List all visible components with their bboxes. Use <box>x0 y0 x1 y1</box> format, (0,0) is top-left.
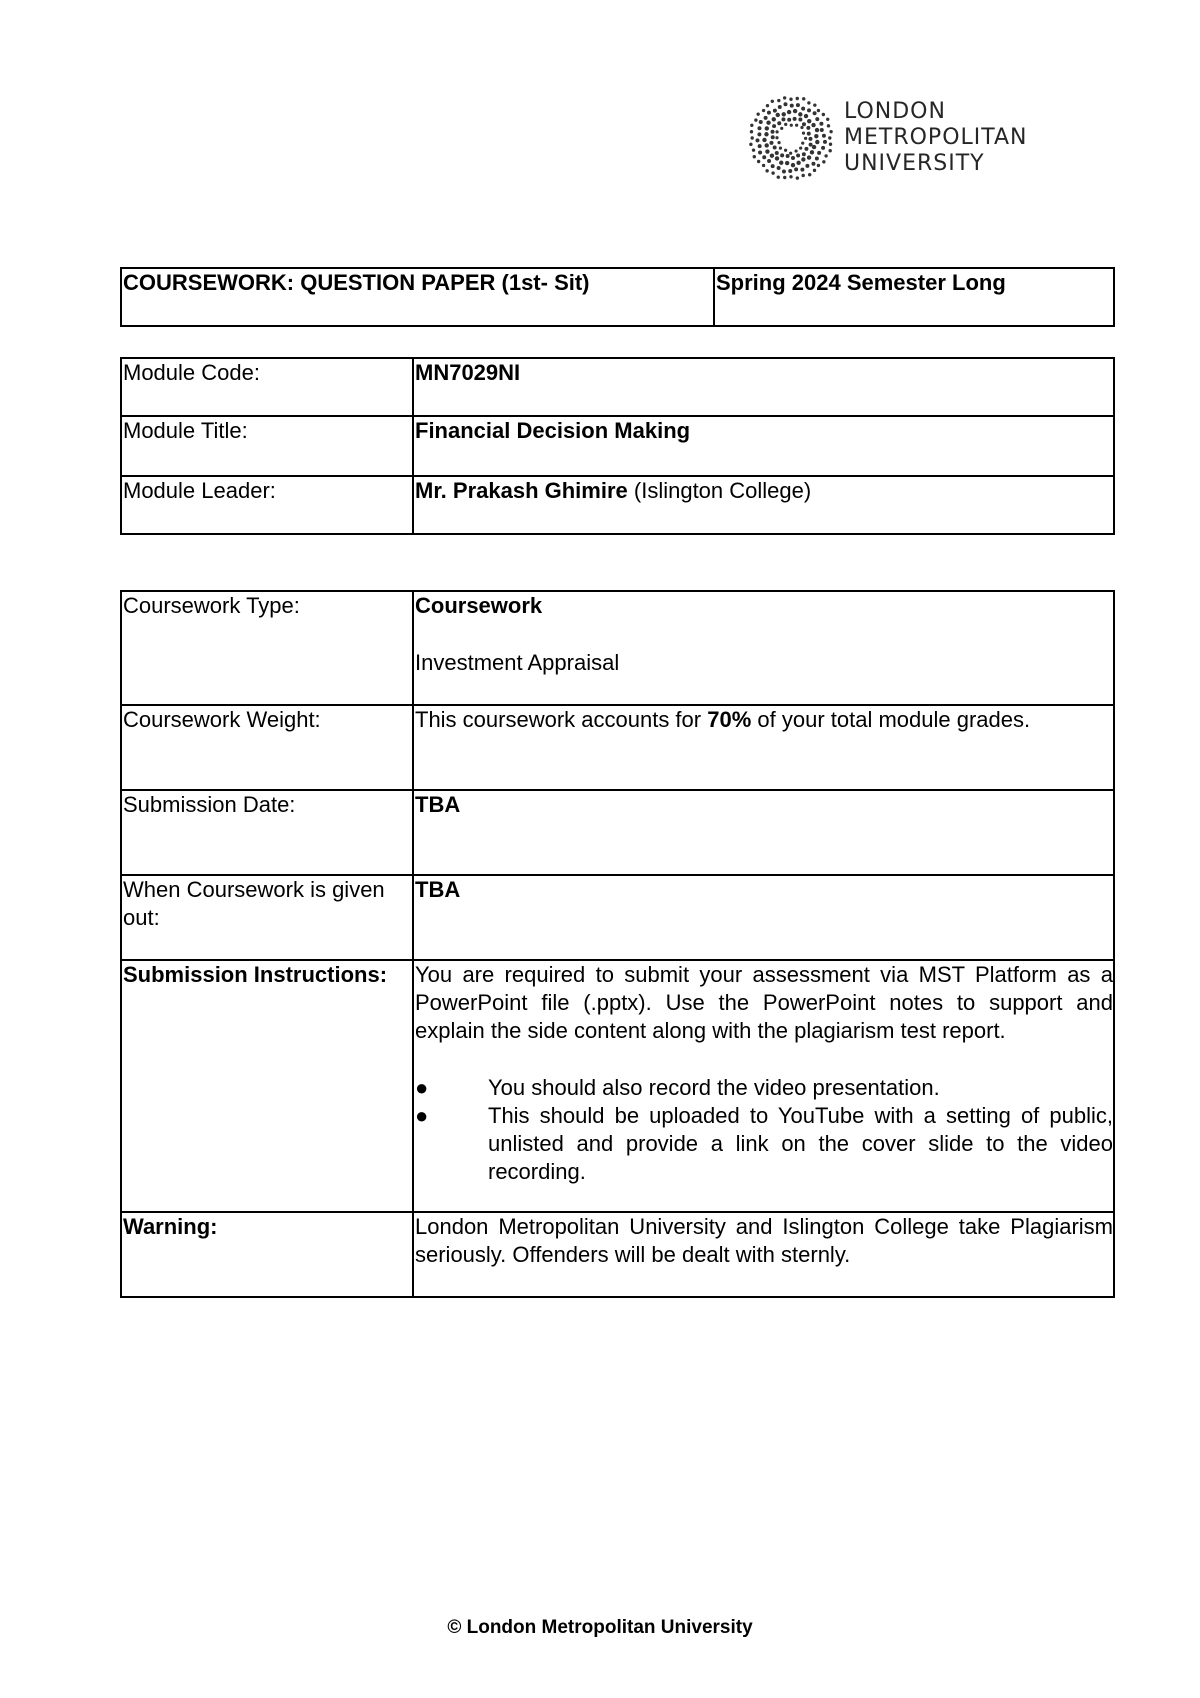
submission-date-label: Submission Date: <box>121 790 413 875</box>
module-title-value: Financial Decision Making <box>413 416 1114 476</box>
coursework-weight-value-cell <box>413 705 1114 790</box>
submission-instructions-label: Submission Instructions: <box>121 960 413 1212</box>
page-footer: © London Metropolitan University <box>447 1617 753 1638</box>
module-info-table <box>120 357 1115 535</box>
coursework-weight-post: of your total module grades. <box>751 707 1031 732</box>
header-table <box>120 267 1115 327</box>
given-out-value: TBA <box>413 875 1114 960</box>
semester-cell: Spring 2024 Semester Long <box>714 268 1114 326</box>
instructions-bullet-item <box>415 1102 1113 1186</box>
warning-label: Warning: <box>121 1212 413 1297</box>
coursework-weight-percent: 70% <box>707 707 752 732</box>
submission-date-value: TBA <box>413 790 1114 875</box>
coursework-details-table <box>120 590 1115 1298</box>
module-leader-label: Module Leader: <box>121 476 413 534</box>
university-logo-mark-icon <box>748 95 834 181</box>
submission-instructions-cell <box>413 960 1114 1212</box>
logo-line-london: LONDON <box>844 99 946 124</box>
university-logo <box>748 96 1028 180</box>
university-logo-wordmark <box>844 99 1028 177</box>
module-leader-value <box>413 476 1114 534</box>
coursework-type-value-cell <box>413 591 1114 705</box>
module-leader-name: Mr. Prakash Ghimire <box>415 478 628 503</box>
instructions-bullet-item <box>415 1074 1113 1102</box>
given-out-label: When Coursework is given out: <box>121 875 413 960</box>
warning-text: London Metropolitan University and Islington College take Plagiarism seriously. Offenders will be dealt with sternly. <box>413 1212 1114 1297</box>
logo-line-metropolitan: METROPOLITAN <box>844 125 1028 150</box>
module-leader-affiliation: (Islington College) <box>627 478 812 503</box>
instructions-bullet-text: This should be uploaded to YouTube with a setting of public, unlisted and provide a link on the cover slide to the video recording. <box>488 1103 1113 1184</box>
coursework-type-detail: Investment Appraisal <box>415 650 620 675</box>
module-code-label: Module Code: <box>121 358 413 416</box>
module-title-label: Module Title: <box>121 416 413 476</box>
coursework-weight-pre: This coursework accounts for <box>415 707 708 732</box>
instructions-bullet-text: You should also record the video presentation. <box>488 1075 940 1100</box>
coursework-type-value: Coursework <box>415 593 543 618</box>
submission-instructions-text: You are required to submit your assessment via MST Platform as a PowerPoint file (.pptx). Use the PowerPoint notes to support and explain the side content along with the plagiarism test report. <box>415 962 1113 1043</box>
coursework-weight-label: Coursework Weight: <box>121 705 413 790</box>
coursework-title-cell: COURSEWORK: QUESTION PAPER (1st- Sit) <box>121 268 714 326</box>
bullet-icon: ● <box>415 1075 429 1100</box>
logo-line-university: UNIVERSITY <box>844 151 985 176</box>
coursework-type-label: Coursework Type: <box>121 591 413 705</box>
module-code-value: MN7029NI <box>413 358 1114 416</box>
bullet-icon: ● <box>415 1103 429 1128</box>
